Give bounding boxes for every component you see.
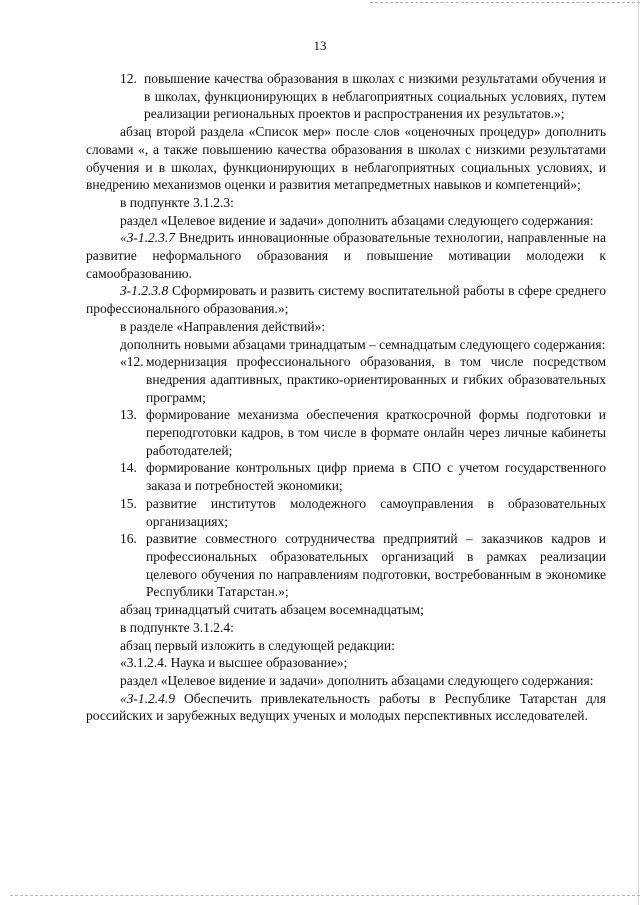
paragraph-subclause-3-1-2-4: в подпункте 3.1.2.4: [120, 619, 234, 635]
list-item [86, 459, 606, 494]
page-number: 13 [313, 38, 327, 53]
list-item-text: модернизация профессионального образования, в том числе посредством внедрения адаптивных, практико-ориентированных и гибких образовательных программ; [146, 354, 606, 405]
task-code: «З-1.2.4.9 [120, 690, 176, 706]
paragraph-target-vision-1: раздел «Целевое видение и задачи» дополнить абзацами следующего содержания: [120, 212, 594, 228]
list-item-12-continued [86, 70, 606, 123]
list-item-text: развитие институтов молодежного самоуправления в образовательных организациях; [146, 495, 606, 529]
paragraph-add-new-paragraphs: дополнить новыми абзацами тринадцатым – семнадцатым следующего содержания: [120, 336, 606, 352]
task-code: «З-1.2.3.7 [120, 230, 176, 246]
task-3-1-2-4-9 [86, 690, 606, 725]
scan-artifact-right [638, 0, 639, 905]
paragraph-target-vision-2: раздел «Целевое видение и задачи» дополнить абзацами следующего содержания: [120, 672, 594, 688]
list-item-number: 16. [120, 531, 137, 547]
task-text: Обеспечить привлекательность работы в Республике Татарстан для российских и зарубежных ведущих ученых и молодых перспективных исследователей. [86, 690, 606, 724]
paragraph-directions-of-action: в разделе «Направления действий»: [120, 318, 326, 334]
task-text: Сформировать и развить систему воспитательной работы в сфере среднего профессионального образования.»; [86, 283, 606, 317]
list-item [86, 530, 606, 601]
paragraph-science-heading: «3.1.2.4. Наука и высшее образование»; [120, 655, 348, 671]
list-item-text: повышение качества образования в школах с низкими результатами обучения и в школах, функционирующих в неблагоприятных социальных условиях, путем реализации региональных проектов и распространения их результатов.»; [144, 71, 606, 122]
list-item-number: 14. [120, 460, 137, 476]
numbered-list [86, 353, 606, 601]
list-item-text: формирование контрольных цифр приема в СПО с учетом государственного заказа и потребностей экономики; [146, 460, 606, 494]
scan-artifact-top [370, 2, 640, 4]
task-3-1-2-3-7 [86, 229, 606, 282]
paragraph-list-of-measures: абзац второй раздела «Список мер» после слов «оценочных процедур» дополнить словами «, а также повышению качества образования в школах с низкими результатами обучения и в школах, функционирующих в неблагоприятных социальных условиях, и внедрению механизмов оценки и развития метапредметных навыков и компетенций»; [86, 124, 606, 193]
task-code: З-1.2.3.8 [120, 283, 169, 299]
task-text: Внедрить инновационные образовательные технологии, направленные на развитие неформального образования и повышение мотивации молодежи к самообразованию. [86, 230, 606, 281]
document-body [86, 70, 606, 725]
list-item-number: «12. [120, 354, 144, 370]
list-item [86, 495, 606, 530]
paragraph-subclause-3-1-2-3: в подпункте 3.1.2.3: [120, 194, 234, 210]
list-item-text: формирование механизма обеспечения краткосрочной формы подготовки и переподготовки кадров, в том числе в формате онлайн через личные кабинеты работодателей; [146, 407, 606, 458]
list-item [86, 353, 606, 406]
list-item [86, 406, 606, 459]
list-item-text: развитие совместного сотрудничества предприятий – заказчиков кадров и профессиональных образовательных организаций в рамках реализации целевого обучения по направлениям подготовки, востребованным в экономике Республики Татарстан.»; [146, 531, 606, 600]
task-3-1-2-3-8 [86, 282, 606, 317]
scan-artifact-bottom [10, 895, 640, 897]
paragraph-first-paragraph-edit: абзац первый изложить в следующей редакции: [120, 637, 395, 653]
paragraph-renumber: абзац тринадцатый считать абзацем восемнадцатым; [120, 602, 424, 618]
list-item-number: 13. [120, 407, 137, 423]
list-item-number: 15. [120, 495, 137, 511]
list-item-number: 12. [120, 71, 137, 86]
